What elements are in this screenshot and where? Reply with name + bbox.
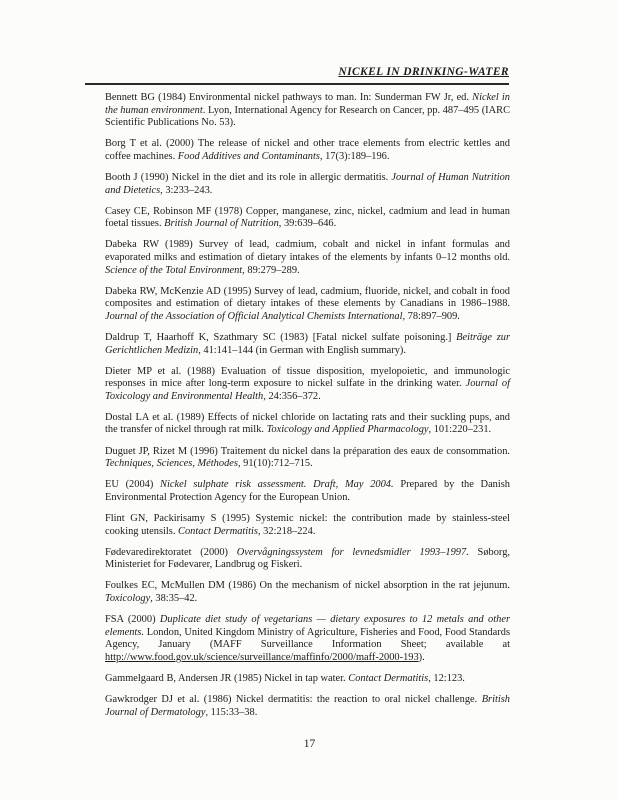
reference-text: Dieter MP et al. (1988) Evaluation of tissue disposition, myelopoietic, and immunologic responses in mice after long-term exposure to nickel sulfate in the drinking water. — [105, 365, 510, 390]
reference-item — [105, 332, 510, 357]
reference-text: Gawkrodger DJ et al. (1986) Nickel dermatitis: the reaction to oral nickel challenge. — [105, 693, 482, 705]
reference-text: Science of the Total Environment — [105, 264, 243, 276]
reference-text: Søborg, Ministeriet for Fødevarer, Landbrug og Fiskeri. — [105, 546, 510, 571]
reference-text: Techniques, Sciences, Méthodes — [105, 458, 238, 470]
reference-text: , 39:639–646. — [278, 218, 337, 230]
reference-text: Booth J (1990) Nickel in the diet and its role in allergic dermatitis. — [105, 171, 392, 183]
reference-text: Nickel sulphate risk assessment. Draft, May 2004. — [160, 479, 394, 491]
reference-text: , 115:33–38. — [205, 706, 258, 718]
reference-text: Bennett BG (1984) Environmental nickel pathways to man. In: Sunderman FW Jr, ed. — [105, 92, 473, 103]
reference-item — [105, 172, 510, 197]
header-title: NICKEL IN DRINKING-WATER — [338, 66, 509, 78]
reference-text: , 38:35–42. — [150, 592, 198, 604]
reference-text: , 89:279–289. — [242, 264, 300, 276]
reference-text: , 12:123. — [428, 672, 465, 684]
reference-text: Dabeka RW (1989) Survey of lead, cadmium, cobalt and nickel in infant formulas and evaporated milks and estimation of dietary intakes of the elements by infants 0–12 months old. — [105, 239, 510, 263]
references-list — [105, 92, 510, 728]
reference-text: Daldrup T, Haarhoff K, Szathmary SC (1983) [Fatal nickel sulfate poisoning.] — [105, 331, 457, 343]
page-header — [85, 62, 509, 85]
reference-text: ). — [418, 651, 425, 663]
reference-text: Flint GN, Packirisamy S (1995) Systemic nickel: the contribution made by stainless-steel cooking utensils. — [105, 512, 510, 537]
reference-text: Prepared by the Danish Environmental Protection Agency for the European Union. — [105, 479, 510, 503]
reference-text: Dostal LA et al. (1989) Effects of nickel chloride on lactating rats and their suckling pups, and the transfer of nickel through rat milk. — [105, 411, 510, 436]
reference-text: Contact Dermatitis — [178, 525, 258, 537]
reference-text: , 24:356–372. — [263, 390, 321, 402]
reference-item — [105, 206, 510, 231]
reference-text: , 91(10):712–715. — [237, 458, 313, 470]
reference-text: Toxicology and Applied Pharmacology — [266, 424, 429, 436]
reference-item — [105, 92, 510, 130]
reference-text: Dabeka RW, McKenzie AD (1995) Survey of lead, cadmium, fluoride, nickel, and cobalt in food composites and estimation of dietary intakes of these elements by Canadians in 1986–1988. — [105, 285, 510, 310]
reference-text: Journal of Human Nutrition and Dietetics — [105, 171, 510, 196]
reference-text: Duplicate diet study of vegetarians — dietary exposures to 12 metals and other elements. — [105, 614, 510, 638]
reference-item — [105, 614, 510, 664]
reference-text: , 78:897–909. — [402, 310, 460, 322]
reference-text: Beiträge zur Gerichtlichen Medizin — [105, 331, 510, 356]
reference-item — [105, 513, 510, 538]
reference-text: Duguet JP, Rizet M (1996) Traitement du nickel dans la préparation des eaux de consommation. — [105, 445, 510, 457]
reference-text: British Journal of Nutrition — [164, 218, 279, 230]
reference-text: London, United Kingdom Ministry of Agriculture, Fisheries and Food, Food Standards Agency, January (MAFF Surveillance Information Sheet; available at — [105, 626, 510, 651]
reference-item — [105, 547, 510, 572]
reference-text: British Journal of Dermatology — [105, 693, 510, 718]
reference-text: Borg T et al. (2000) The release of nickel and other trace elements from electric kettles and coffee machines. — [105, 138, 510, 162]
reference-text: , 3:233–243. — [160, 184, 213, 196]
reference-item — [105, 366, 510, 404]
reference-text: Journal of the Association of Official Analytical Chemists International — [105, 310, 403, 322]
reference-text: EU (2004) — [105, 479, 161, 491]
reference-text: , 32:218–224. — [257, 525, 316, 537]
reference-text: Contact Dermatitis — [348, 672, 429, 684]
reference-text: Casey CE, Robinson MF (1978) Copper, manganese, zinc, nickel, cadmium and lead in human foetal tissues. — [105, 205, 510, 230]
reference-text: FSA (2000) — [105, 614, 160, 625]
reference-item — [105, 286, 510, 324]
reference-item — [105, 694, 510, 719]
reference-item — [105, 446, 510, 471]
reference-item — [105, 479, 510, 504]
reference-text: , 17(3):189–196. — [319, 150, 390, 162]
reference-text: , 41:141–144 (in German with English summary). — [198, 344, 406, 356]
reference-item — [105, 580, 510, 605]
reference-text: Food Additives and Contaminants — [177, 150, 320, 162]
reference-text: , 101:220–231. — [428, 424, 492, 436]
reference-text: Nickel in the human environment — [105, 92, 510, 116]
reference-text: Toxicology — [105, 592, 151, 604]
reference-url: http://www.food.gov.uk/science/surveillance/maffinfo/2000/maff-2000-193 — [105, 651, 419, 663]
reference-item — [105, 138, 510, 163]
reference-text: . Lyon, International Agency for Research on Cancer, pp. 487–495 (IARC Scientific Publications No. 53). — [105, 104, 510, 129]
reference-text: Fødevaredirektoratet (2000) — [105, 546, 237, 558]
reference-text: Foulkes EC, McMullen DM (1986) On the mechanism of nickel absorption in the rat jejunum. — [105, 580, 510, 592]
page-number: 17 — [303, 738, 316, 750]
reference-text: Overvågningssystem for levnedsmidler 1993–1997. — [236, 546, 469, 558]
reference-text: Gammelgaard B, Andersen JR (1985) Nickel in tap water. — [105, 672, 349, 684]
reference-text: Journal of Toxicology and Environmental Health — [105, 378, 510, 402]
reference-item — [105, 673, 510, 686]
reference-item — [105, 239, 510, 277]
reference-item — [105, 412, 510, 437]
